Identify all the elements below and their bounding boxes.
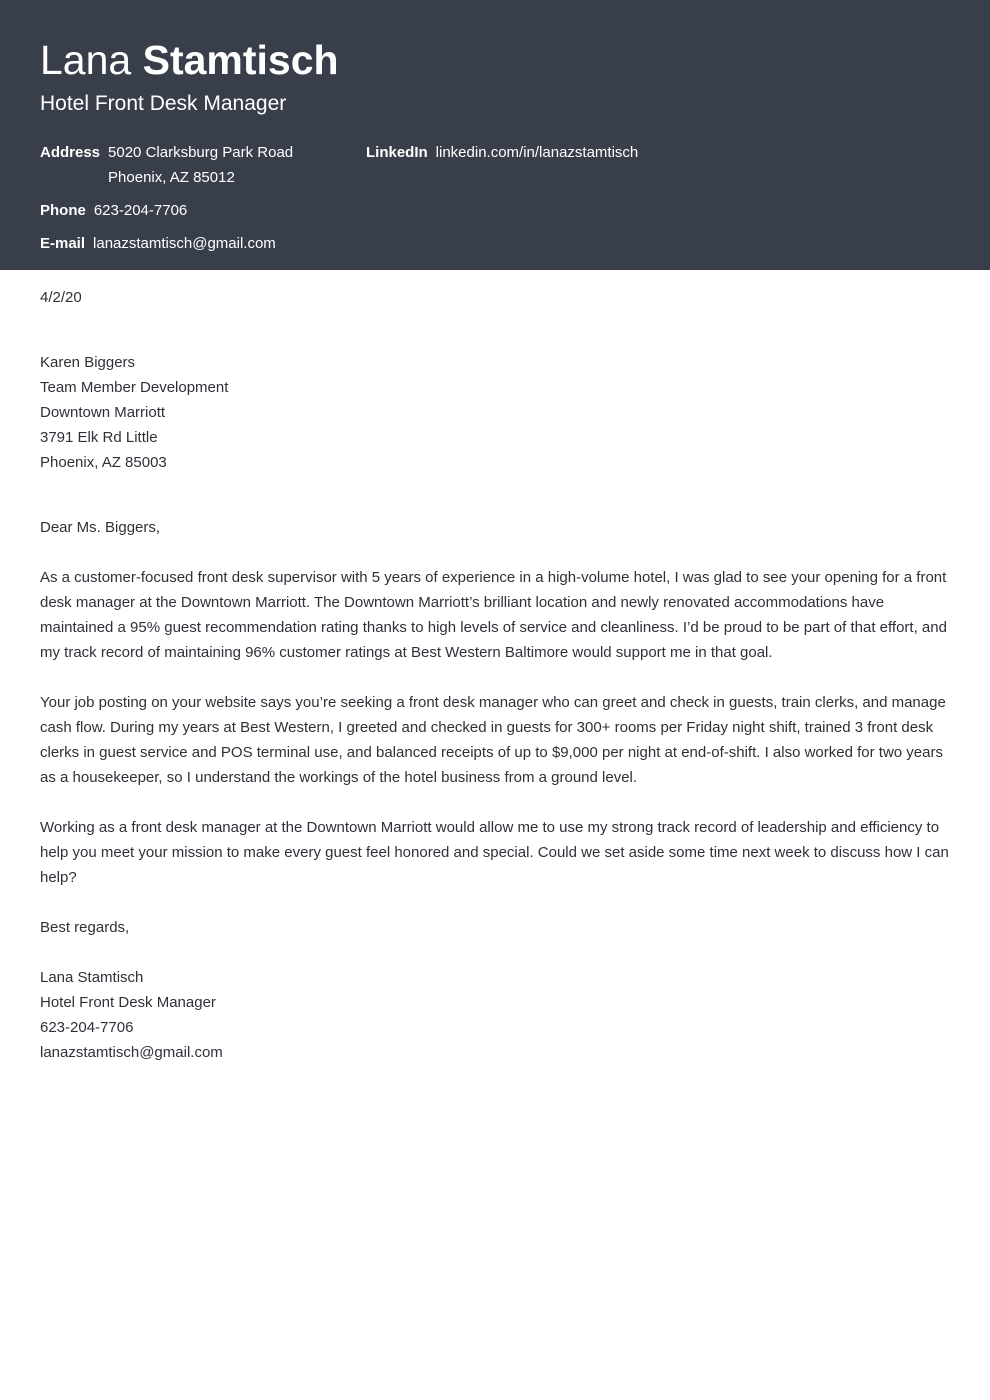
address-label: Address bbox=[40, 144, 101, 161]
address-line-1: 5020 Clarksburg Park Road bbox=[108, 144, 294, 161]
recipient-name: Karen Biggers bbox=[40, 354, 136, 371]
recipient-city: Phoenix, AZ 85003 bbox=[40, 454, 167, 471]
linkedin-link[interactable]: linkedin.com/in/lanazstamtisch bbox=[435, 144, 639, 161]
recipient-block bbox=[40, 350, 950, 475]
email-row bbox=[40, 231, 276, 256]
recipient-company: Downtown Marriott bbox=[40, 404, 166, 421]
paragraph-2: Your job posting on your website says you’re seeking a front desk manager who can greet and check in guests, train clerks, and manage cash flow. During my years at Best Western, I greeted and checked in guests for 300+ rooms per Friday night shift, trained 3 front desk clerks in guest service and POS terminal use, and balanced receipts of up to $9,000 per night at end-of-shift. I also worked for two years as a housekeeper, so I understand the workings of the hotel business from a ground level. bbox=[40, 694, 946, 786]
letter-date: 4/2/20 bbox=[40, 289, 82, 306]
signature-email: lanazstamtisch@gmail.com bbox=[40, 1044, 223, 1061]
applicant-name bbox=[40, 36, 950, 84]
address-line-2: Phoenix, AZ 85012 bbox=[108, 169, 235, 186]
phone-value: 623-204-7706 bbox=[93, 202, 188, 219]
signature-phone: 623-204-7706 bbox=[40, 1019, 134, 1036]
closing: Best regards, bbox=[40, 919, 130, 936]
address-value bbox=[108, 140, 293, 190]
last-name: Stamtisch bbox=[142, 37, 339, 83]
recipient-title: Team Member Development bbox=[40, 379, 229, 396]
first-name: Lana bbox=[40, 37, 132, 83]
linkedin-row bbox=[366, 140, 638, 165]
address-row bbox=[40, 140, 293, 190]
signature-title: Hotel Front Desk Manager bbox=[40, 994, 216, 1011]
letter-body bbox=[40, 285, 950, 1065]
phone-row bbox=[40, 198, 187, 223]
linkedin-label: LinkedIn bbox=[366, 144, 428, 161]
signature-block bbox=[40, 965, 950, 1065]
salutation: Dear Ms. Biggers, bbox=[40, 519, 161, 536]
email-label: E-mail bbox=[40, 235, 86, 252]
signature-name: Lana Stamtisch bbox=[40, 969, 144, 986]
recipient-street: 3791 Elk Rd Little bbox=[40, 429, 158, 446]
header-banner bbox=[0, 0, 990, 270]
paragraph-1: As a customer-focused front desk supervisor with 5 years of experience in a high-volume hotel, I was glad to see your opening for a front desk manager at the Downtown Marriott. The Downtown Marriott’s brilliant location and newly renovated accommodations have maintained a 95% guest recommendation rating thanks to high levels of service and cleanliness. I’d be proud to be part of that effort, and my track record of maintaining 96% customer ratings at Best Western Baltimore would support me in that goal. bbox=[40, 569, 947, 661]
phone-label: Phone bbox=[40, 202, 86, 219]
paragraph-3: Working as a front desk manager at the Downtown Marriott would allow me to use my strong track record of leadership and efficiency to help you meet your mission to make every guest feel honored and special. Could we set aside some time next week to discuss how I can help? bbox=[40, 819, 949, 886]
job-title: Hotel Front Desk Manager bbox=[40, 92, 287, 115]
email-link[interactable]: lanazstamtisch@gmail.com bbox=[93, 235, 276, 252]
